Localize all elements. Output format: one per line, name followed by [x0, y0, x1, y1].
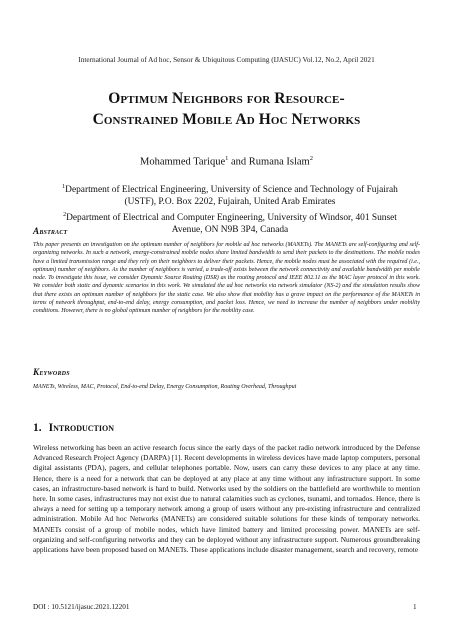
affiliation-2 — [60, 209, 400, 237]
affiliation-1-text: Department of Electrical Engineering, University of Science and Technology of Fujairah (USTF), P.O. Box 2202, Fujairah, United Arab Emirates — [65, 185, 398, 208]
journal-header: International Journal of Ad hoc, Sensor & Ubiquitous Computing (IJASUC) Vol.12, No.2, April 2021 — [78, 55, 375, 64]
author-connector: and — [228, 156, 249, 168]
paper-title-line-2: Constrained Mobile Ad Hoc Networks — [92, 111, 361, 128]
abstract-body: This paper presents an investigation on the optimum number of neighbors for mobile ad hoc networks (MANETs). The MANETs are self-configuring and self-organizing networks. In such a network, energy-constrained mobile nodes share limited bandwidth to send their packets to the destinations. The mobile nodes have a limited transmission range and they rely on their neighbors to deliver their packets. Hence, the mobile nodes must be associated with the required (i.e., optimum) number of neighbors. As the number of neighbors is varied, a trade-off exists between the network connectivity and available bandwidth per mobile node. To investigate this issue, we consider Dynamic Source Routing (DSR) as the routing protocol and IEEE 802.11 as the MAC layer protocol in this work. We consider both static and dynamic scenarios in this work. We simulated the ad hoc networks via network simulator (NS-2) and the simulation results show that there exists an optimum number of neighbors for the static case. We also show that mobility has a grave impact on the performance of the MANETs in terms of network throughput, end-to-end delay, energy consumption, and packet loss. Hence, we need to increase the number of neighbors under mobility conditions. However, there is no global optimum number of neighbors for the mobility case. — [33, 242, 420, 315]
affiliation-1-mark: 1 — [62, 184, 66, 190]
introduction-section-title: Introduction — [48, 422, 114, 434]
author-2-affiliation-mark: 2 — [309, 155, 313, 162]
paper-title — [20, 88, 433, 130]
abstract-heading: Abstract — [33, 226, 68, 236]
author-list — [0, 155, 453, 168]
affiliation-1 — [60, 181, 400, 209]
keywords-heading: Keywords — [33, 367, 70, 377]
introduction-section-number: 1. — [33, 422, 42, 434]
introduction-body: Wireless networking has been an active research focus since the early days of the packet radio network introduced by the Defense Advanced Research Project Agency (DARPA) [1]. Recent developments in wireless devices have made laptop computers, personal digital assistants (PDA), pagers, and cellular telephones portable. Now, users can carry these devices to any place at any time. Hence, there is a need for a network that can be deployed at any place at any time without any infrastructure support. In some cases, an infrastructure-based network is hard to build. Networks used by the soldiers on the battlefield are worthwhile to mention here. In some cases, infrastructures may not exist due to natural calamities such as cyclones, tsunami, and tornados. Hence, there is always a need for setting up a temporary network among a group of users without any pre-existing infrastructure and centralized administration. Mobile Ad hoc Networks (MANETs) are considered suitable solutions for these kinds of temporary networks. MANETs consist of a group of mobile nodes, which have limited battery and limited processing power. MANETs are self-organizing and self-configuring networks and they can be deployed without any infrastructure support. Numerous groundbreaking applications have been proposed based on MANETs. These applications include disaster management, search and recovery, remote — [33, 443, 420, 555]
affiliation-2-mark: 2 — [63, 211, 67, 218]
affiliation-list — [60, 181, 400, 236]
author-1-name: Mohammed Tarique — [140, 156, 226, 168]
affiliation-2-text: Department of Electrical and Computer Engineering, University of Windsor, 401 Sunset Avenue, ON N9B 3P4, Canada — [66, 212, 397, 235]
introduction-heading — [33, 422, 114, 434]
author-1-affiliation-mark: 1 — [225, 155, 229, 162]
page-number: 1 — [413, 603, 417, 611]
author-2-name: Rumana Islam — [248, 156, 310, 168]
keywords-body: MANETs, Wireless, MAC, Protocol, End-to-end Delay, Energy Consumption, Routing Overhead, Throughput — [33, 384, 297, 390]
footer-doi: DOI : 10.5121/ijasuc.2021.12201 — [33, 603, 130, 611]
paper-title-line-1: Optimum Neighbors for Resource- — [108, 90, 345, 107]
